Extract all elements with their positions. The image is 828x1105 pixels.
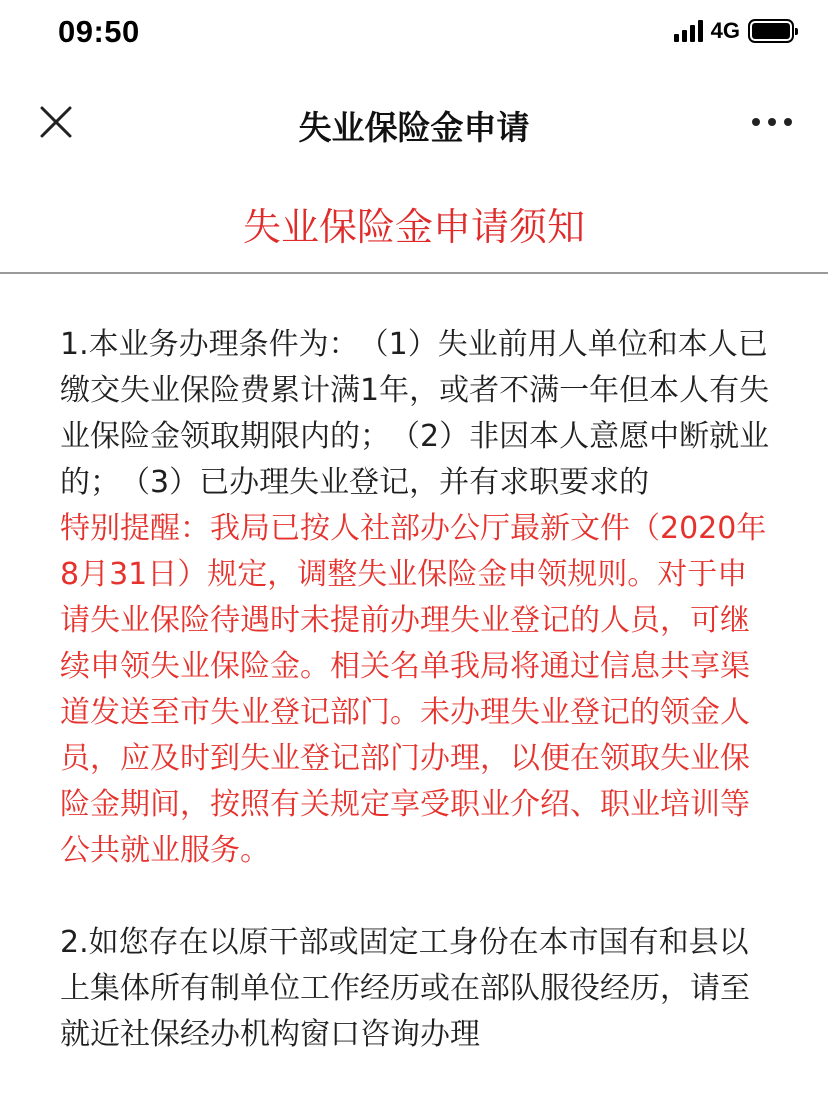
notice-title: 失业保险金申请须知 (242, 205, 585, 249)
special-reminder: 特别提醒：我局已按人社部办公厅最新文件（2020年8月31日）规定，调整失业保险金申领规则。对于申请失业保险待遇时未提前办理失业登记的人员，可继续申领失业保险金。相关名单我局将通过信息共享渠道发送至市失业登记部门。未办理失业登记的领金人员，应及时到失业登记部门办理，以便在领取失业保险金期间，按照有关规定享受职业介绍、职业培训等公共就业服务。 (60, 511, 767, 868)
network-type: 4G (710, 18, 740, 43)
navigation-bar (0, 80, 828, 166)
page-title: 失业保险金申请 (298, 108, 530, 147)
condition-item-2: 2.如您存在以原干部或固定工身份在本市国有和县以上集体所有制单位工作经历或在部队服役经历，请至就近社保经办机构窗口咨询办理 (60, 925, 750, 1052)
signal-icon (674, 20, 703, 42)
condition-item-1: 1.本业务办理条件为： （1）失业前用人单位和本人已缴交失业保险费累计满1年，或者不满一年但本人有失业保险金领取期限内的； （2）非因本人意愿中断就业的； （3）已办理失业登记，并有求职要求的 (60, 327, 770, 500)
status-bar (0, 0, 828, 64)
status-time: 09:50 (58, 14, 140, 49)
divider (0, 272, 828, 274)
battery-icon (748, 19, 794, 43)
notice-content (60, 322, 770, 1058)
status-indicators (674, 18, 794, 44)
more-icon[interactable] (752, 118, 792, 126)
